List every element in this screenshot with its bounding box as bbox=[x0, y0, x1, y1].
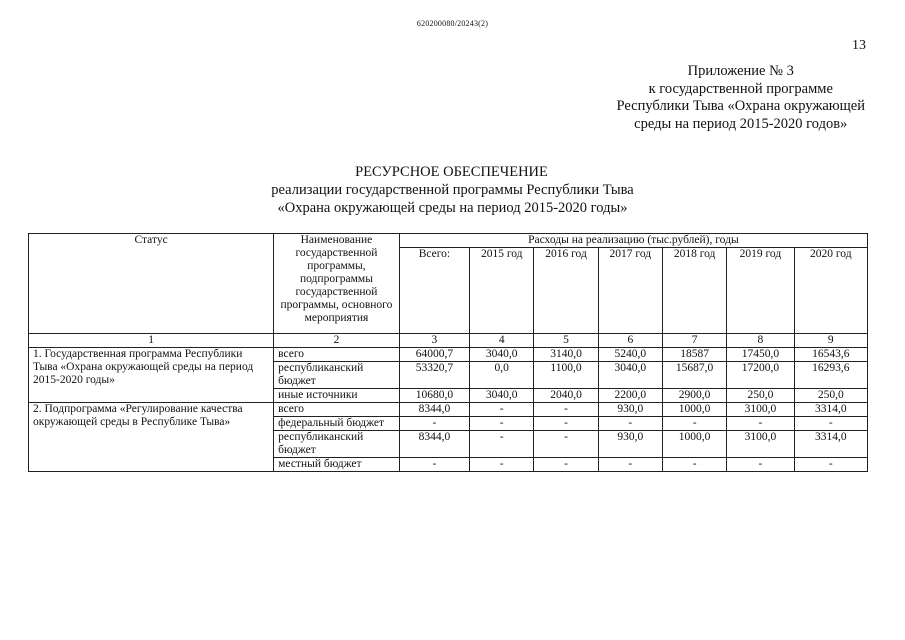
value-cell: - bbox=[598, 417, 662, 431]
column-index: 7 bbox=[662, 334, 726, 348]
value-cell: 3040,0 bbox=[470, 348, 534, 362]
header-year: 2019 год bbox=[727, 248, 794, 334]
source-cell: республиканский бюджет bbox=[274, 362, 400, 389]
column-index: 9 bbox=[794, 334, 867, 348]
value-cell: 3040,0 bbox=[470, 389, 534, 403]
source-cell: местный бюджет bbox=[274, 458, 400, 472]
value-cell: - bbox=[534, 458, 598, 472]
value-cell: - bbox=[399, 417, 469, 431]
header-expenses: Расходы на реализацию (тыс.рублей), годы bbox=[399, 234, 867, 248]
value-cell: - bbox=[794, 458, 867, 472]
value-cell: 250,0 bbox=[794, 389, 867, 403]
value-cell: 250,0 bbox=[727, 389, 794, 403]
header-year: 2017 год bbox=[598, 248, 662, 334]
value-cell: 17450,0 bbox=[727, 348, 794, 362]
value-cell: 2900,0 bbox=[662, 389, 726, 403]
document-id: 620200080/20243(2) bbox=[416, 19, 489, 28]
value-cell: 53320,7 bbox=[399, 362, 469, 389]
appendix-note bbox=[617, 63, 866, 133]
value-cell: 3140,0 bbox=[534, 348, 598, 362]
column-index: 3 bbox=[399, 334, 469, 348]
value-cell: - bbox=[534, 431, 598, 458]
header-year: 2020 год bbox=[794, 248, 867, 334]
value-cell: 3100,0 bbox=[727, 431, 794, 458]
value-cell: - bbox=[598, 458, 662, 472]
value-cell: - bbox=[662, 458, 726, 472]
value-cell: 0,0 bbox=[470, 362, 534, 389]
value-cell: 8344,0 bbox=[399, 431, 469, 458]
header-year: 2016 год bbox=[534, 248, 598, 334]
appendix-line: Приложение № 3 bbox=[687, 63, 794, 79]
source-cell: иные источники bbox=[274, 389, 400, 403]
value-cell: - bbox=[399, 458, 469, 472]
column-index: 8 bbox=[727, 334, 794, 348]
value-cell: - bbox=[727, 458, 794, 472]
source-cell: всего bbox=[274, 403, 400, 417]
title-line: реализации государственной программы Республики Тыва bbox=[271, 182, 634, 198]
value-cell: 16293,6 bbox=[794, 362, 867, 389]
value-cell: 930,0 bbox=[598, 431, 662, 458]
value-cell: 16543,6 bbox=[794, 348, 867, 362]
value-cell: 2040,0 bbox=[534, 389, 598, 403]
appendix-line: к государственной программе bbox=[648, 80, 833, 97]
value-cell: - bbox=[470, 431, 534, 458]
value-cell: 1100,0 bbox=[534, 362, 598, 389]
value-cell: - bbox=[794, 417, 867, 431]
header-year: 2018 год bbox=[662, 248, 726, 334]
value-cell: - bbox=[662, 417, 726, 431]
value-cell: 3040,0 bbox=[598, 362, 662, 389]
appendix-line: среды на период 2015-2020 годов» bbox=[634, 115, 848, 132]
source-cell: федеральный бюджет bbox=[274, 417, 400, 431]
value-cell: - bbox=[470, 403, 534, 417]
header-total: Всего: bbox=[399, 248, 469, 334]
header-status: Статус bbox=[29, 234, 274, 334]
value-cell: 1000,0 bbox=[662, 431, 726, 458]
header-name: Наименование государственной программы, подпрограммы государственной программы, основного мероприятия bbox=[274, 234, 400, 334]
status-cell: 2. Подпрограмма «Регулирование качества окружающей среды в Республике Тыва» bbox=[29, 403, 274, 472]
value-cell: 930,0 bbox=[598, 403, 662, 417]
table-row bbox=[29, 403, 868, 417]
value-cell: - bbox=[534, 417, 598, 431]
source-cell: всего bbox=[274, 348, 400, 362]
value-cell: 2200,0 bbox=[598, 389, 662, 403]
appendix-line: Республики Тыва «Охрана окружающей bbox=[616, 98, 865, 114]
title-line: «Охрана окружающей среды на период 2015-2020 годы» bbox=[277, 200, 628, 216]
value-cell: 8344,0 bbox=[399, 403, 469, 417]
value-cell: 5240,0 bbox=[598, 348, 662, 362]
resource-table bbox=[28, 233, 868, 472]
column-index: 2 bbox=[274, 334, 400, 348]
value-cell: 15687,0 bbox=[662, 362, 726, 389]
source-cell: республиканский бюджет bbox=[274, 431, 400, 458]
value-cell: 3314,0 bbox=[794, 403, 867, 417]
document-title bbox=[0, 163, 905, 217]
value-cell: - bbox=[534, 403, 598, 417]
status-cell: 1. Государственная программа Республики Тыва «Охрана окружающей среды на период 2015-2020 годы» bbox=[29, 348, 274, 403]
column-index: 4 bbox=[470, 334, 534, 348]
value-cell: - bbox=[470, 458, 534, 472]
column-index-row bbox=[29, 334, 868, 348]
value-cell: 3314,0 bbox=[794, 431, 867, 458]
value-cell: - bbox=[470, 417, 534, 431]
value-cell: 3100,0 bbox=[727, 403, 794, 417]
column-index: 6 bbox=[598, 334, 662, 348]
page-number: 13 bbox=[852, 38, 866, 53]
value-cell: 17200,0 bbox=[727, 362, 794, 389]
header-year: 2015 год bbox=[470, 248, 534, 334]
value-cell: 64000,7 bbox=[399, 348, 469, 362]
title-line: РЕСУРСНОЕ ОБЕСПЕЧЕНИЕ bbox=[355, 164, 548, 180]
column-index: 5 bbox=[534, 334, 598, 348]
value-cell: - bbox=[727, 417, 794, 431]
value-cell: 18587 bbox=[662, 348, 726, 362]
table-row bbox=[29, 348, 868, 362]
value-cell: 10680,0 bbox=[399, 389, 469, 403]
column-index: 1 bbox=[29, 334, 274, 348]
value-cell: 1000,0 bbox=[662, 403, 726, 417]
